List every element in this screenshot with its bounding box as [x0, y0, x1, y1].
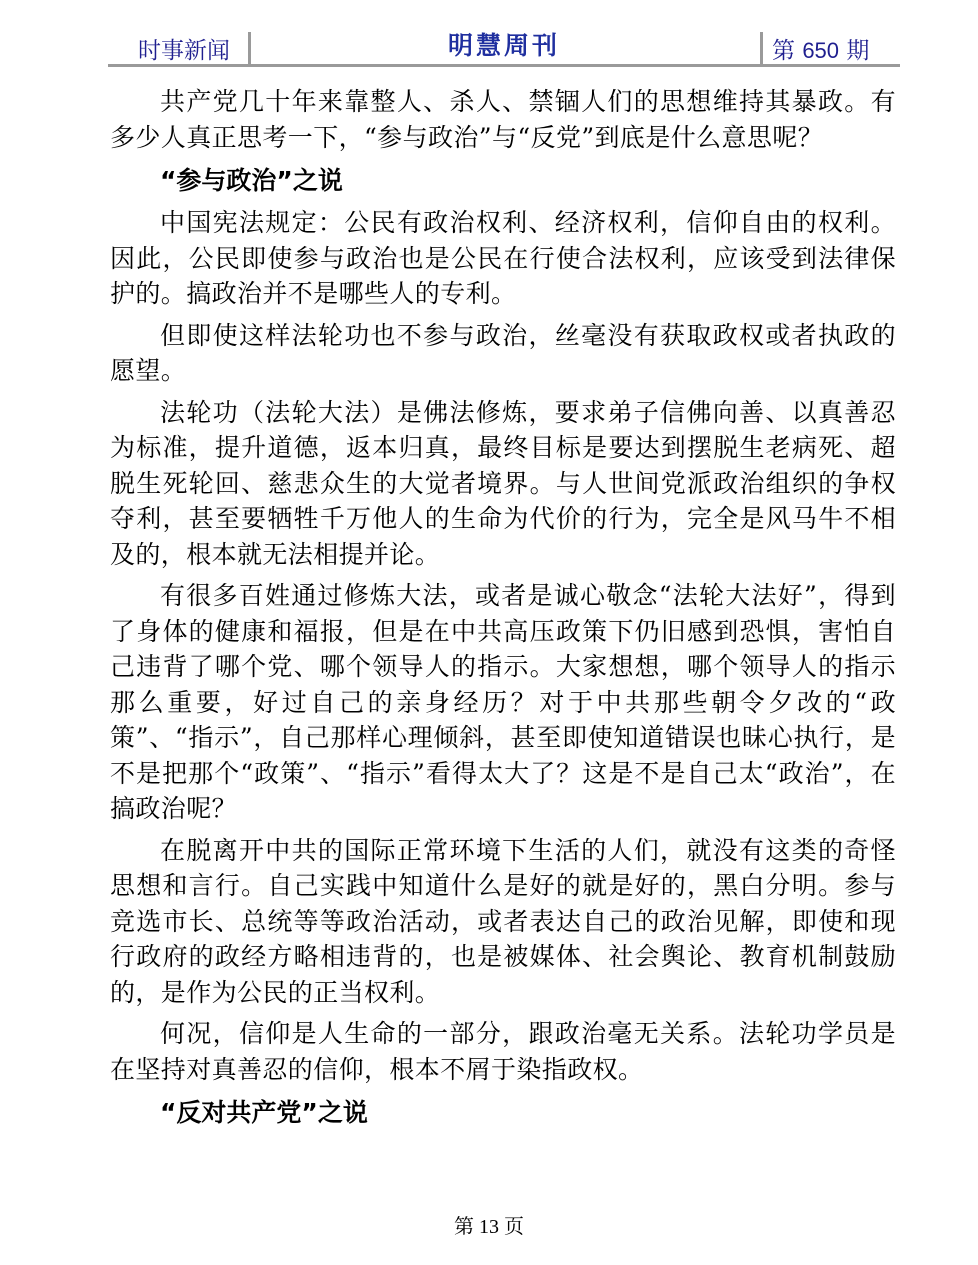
- paragraph-7: 何况，信仰是人生命的一部分，跟政治毫无关系。法轮功学员是在坚持对真善忍的信仰，根本不屑于染指政权。: [110, 1019, 896, 1084]
- issue-prefix: 第: [772, 38, 795, 64]
- publication-title: 明慧周刊: [447, 31, 560, 60]
- section-label: 时事新闻: [138, 38, 230, 64]
- article-body: [110, 84, 896, 1137]
- paragraph-5: 有很多百姓通过修炼大法，或者是诚心敬念“法轮大法好”，得到了身体的健康和福报，但是在中共高压政策下仍旧感到恐惧，害怕自己违背了哪个党、哪个领导人的指示。大家想想，哪个领导人的指示那么重要，好过自己的亲身经历？对于中共那些朝令夕改的“政策”、“指示”，自己那样心理倾斜，甚至即使知道错误也昧心执行，是不是把那个“政策”、“指示”看得太大了？这是不是自己太“政治”，在搞政治呢？: [110, 581, 896, 823]
- issue-suffix: 期: [846, 38, 870, 64]
- paragraph-1: 共产党几十年来靠整人、杀人、禁锢人们的思想维持其暴政。有多少人真正思考一下，“参与政治”与“反党”到底是什么意思呢？: [110, 87, 896, 152]
- issue-number: 650: [802, 38, 840, 63]
- section-heading-oppose-party: “反对共产党”之说: [160, 1098, 368, 1127]
- section-heading-participate-politics: “参与政治”之说: [160, 166, 343, 195]
- page-number: 第 13 页: [454, 1216, 524, 1238]
- paragraph-4: 法轮功（法轮大法）是佛法修炼，要求弟子信佛向善、以真善忍为标准，提升道德，返本归真，最终目标是要达到摆脱生老病死、超脱生死轮回、慈悲众生的大觉者境界。与人世间党派政治组织的争权夺利，甚至要牺牲千万他人的生命为代价的行为，完全是风马牛不相及的，根本就无法相提并论。: [110, 397, 896, 569]
- paragraph-2: 中国宪法规定：公民有政治权利、经济权利，信仰自由的权利。因此，公民即使参与政治也是公民在行使合法权利，应该受到法律保护的。搞政治并不是哪些人的专利。: [110, 208, 896, 308]
- header-divider-right: [760, 32, 763, 66]
- paragraph-6: 在脱离开中共的国际正常环境下生活的人们，就没有这类的奇怪思想和言行。自己实践中知道什么是好的就是好的，黑白分明。参与竞选市长、总统等等政治活动，或者表达自己的政治见解，即使和现行政府的政经方略相违背的，也是被媒体、社会舆论、教育机制鼓励的，是作为公民的正当权利。: [110, 835, 896, 1007]
- issue-label: [772, 32, 869, 65]
- header-rule: [108, 64, 900, 67]
- page-header: [108, 26, 900, 68]
- paragraph-3: 但即使这样法轮功也不参与政治，丝毫没有获取政权或者执政的愿望。: [110, 320, 896, 385]
